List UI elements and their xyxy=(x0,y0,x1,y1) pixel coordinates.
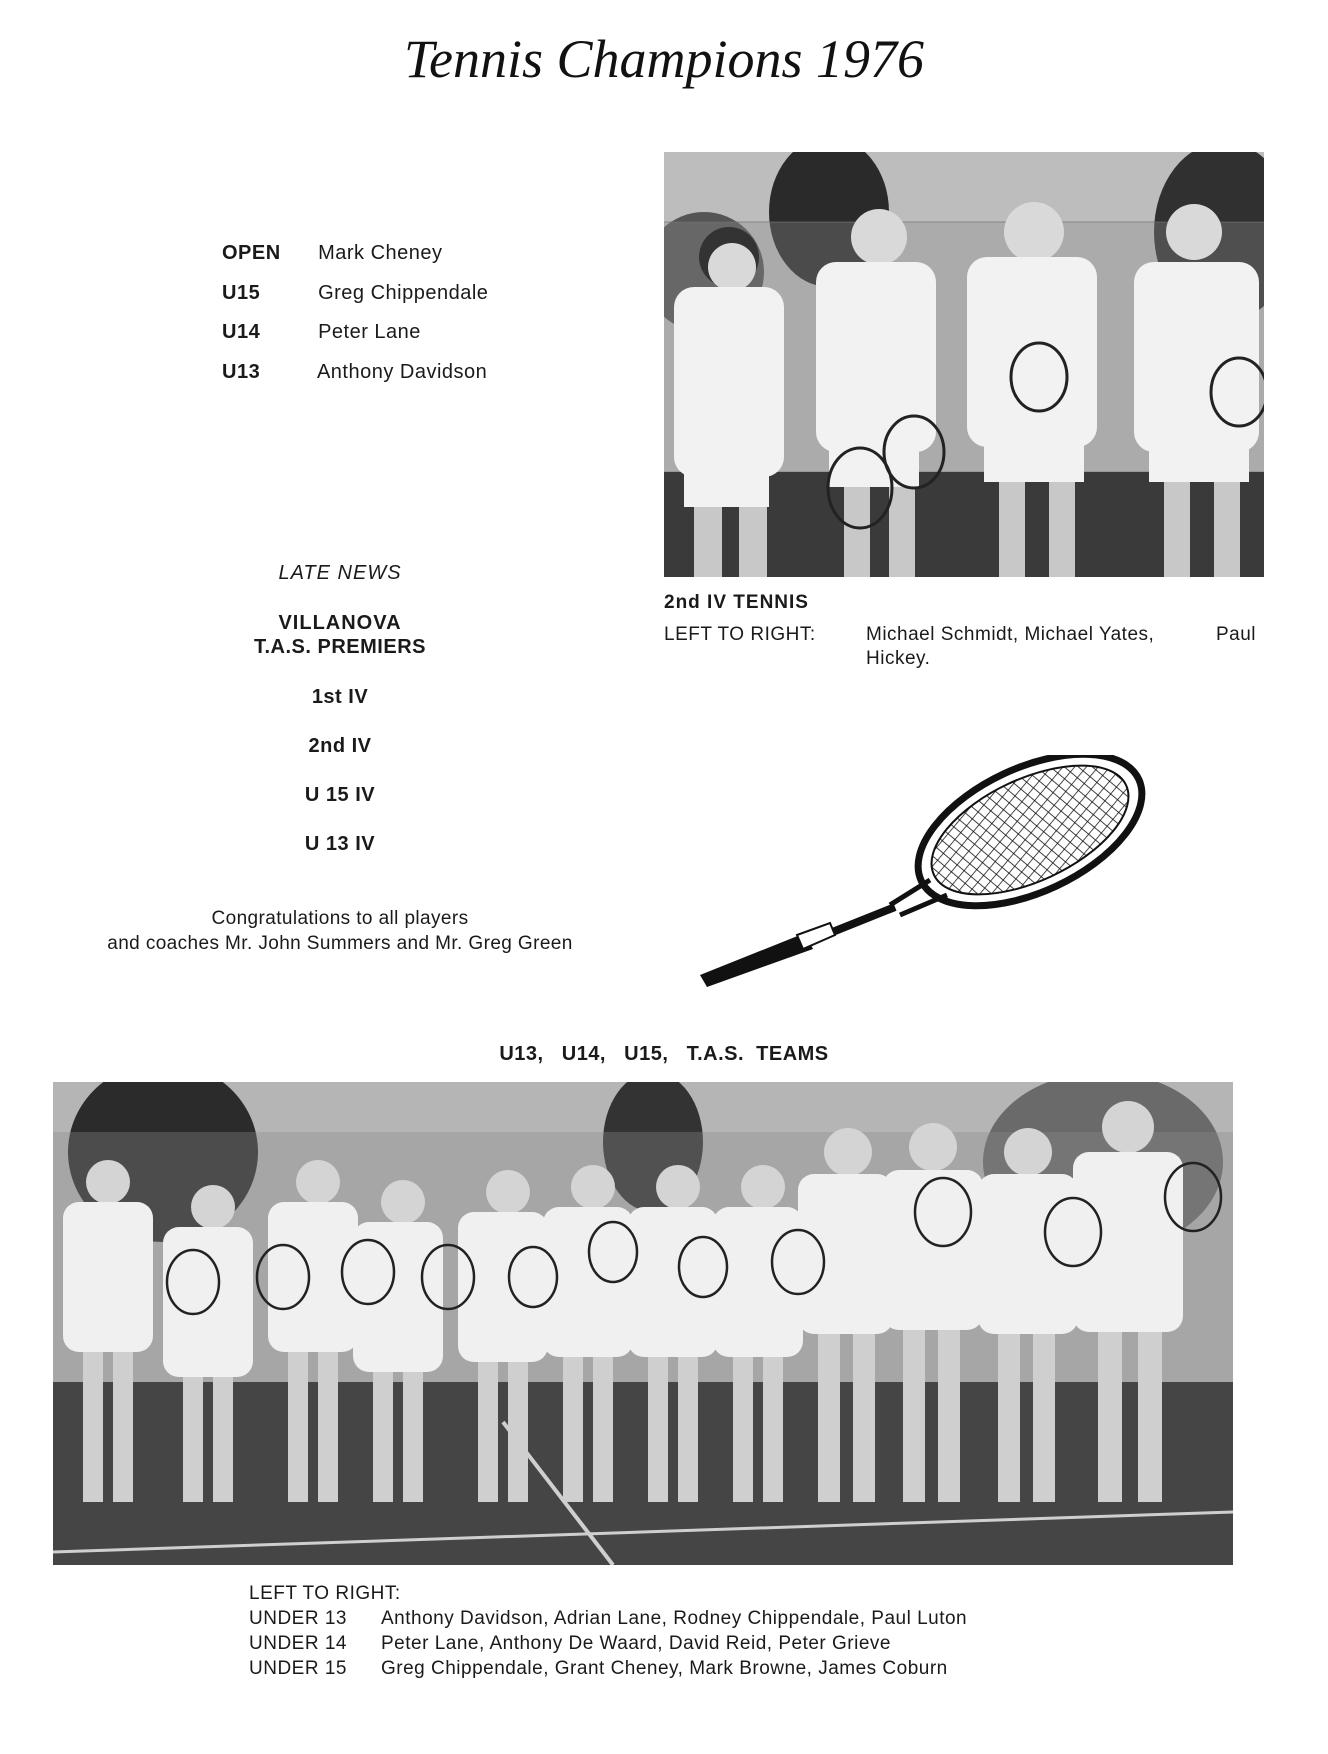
champion-row-open xyxy=(222,242,443,265)
second-iv-names-line2: Hickey. xyxy=(866,648,931,669)
late-news-heading: LATE NEWS xyxy=(278,562,402,584)
team-group: UNDER 15 xyxy=(249,1658,347,1679)
champion-category: U14 xyxy=(222,321,261,343)
team-group: UNDER 14 xyxy=(249,1633,347,1654)
congrats-line1: Congratulations to all players xyxy=(211,908,469,929)
page-title: Tennis Champions 1976 xyxy=(403,29,925,89)
champion-category: U13 xyxy=(222,361,261,383)
champion-row-u14 xyxy=(222,321,421,344)
congrats-line2: and coaches Mr. John Summers and Mr. Greg Green xyxy=(107,933,573,954)
teams-ltr-label: LEFT TO RIGHT: xyxy=(249,1583,401,1604)
champion-row-u15 xyxy=(222,282,488,305)
champion-row-u13 xyxy=(222,361,487,384)
champion-category: OPEN xyxy=(222,242,281,264)
premier-team-1st-iv: 1st IV xyxy=(311,686,369,708)
premiers-line2: T.A.S. PREMIERS xyxy=(254,636,426,658)
junior-teams-photo xyxy=(53,1082,1233,1565)
champion-name: Anthony Davidson xyxy=(316,361,488,383)
champion-name: Greg Chippendale xyxy=(318,282,489,304)
premier-team-u15-iv: U 15 IV xyxy=(304,784,376,806)
second-iv-names-line1: Michael Schmidt, Michael Yates, xyxy=(866,624,1155,645)
premier-team-u13-iv: U 13 IV xyxy=(304,833,376,855)
teams-row-under15 xyxy=(249,1658,948,1680)
teams-photo-heading: U13, U14, U15, T.A.S. TEAMS xyxy=(499,1043,829,1065)
team-group: UNDER 13 xyxy=(249,1608,347,1629)
teams-row-under14 xyxy=(249,1633,891,1655)
second-iv-title: 2nd IV TENNIS xyxy=(664,592,809,613)
champion-name: Mark Cheney xyxy=(318,242,443,264)
premiers-line1: VILLANOVA xyxy=(278,612,402,634)
team-names: Peter Lane, Anthony De Waard, David Reid, Peter Grieve xyxy=(381,1633,891,1654)
teams-row-under13 xyxy=(249,1608,967,1630)
second-iv-names-line1-end: Paul xyxy=(1216,624,1257,645)
team-names: Anthony Davidson, Adrian Lane, Rodney Chippendale, Paul Luton xyxy=(381,1608,968,1629)
champion-name: Peter Lane xyxy=(318,321,421,343)
second-iv-ltr-label: LEFT TO RIGHT: xyxy=(664,624,816,645)
team-names: Greg Chippendale, Grant Cheney, Mark Browne, James Coburn xyxy=(381,1658,948,1679)
premier-team-2nd-iv: 2nd IV xyxy=(308,735,372,757)
second-iv-team-photo xyxy=(664,152,1264,577)
tennis-racket-icon xyxy=(685,755,1155,990)
champion-category: U15 xyxy=(222,282,261,304)
